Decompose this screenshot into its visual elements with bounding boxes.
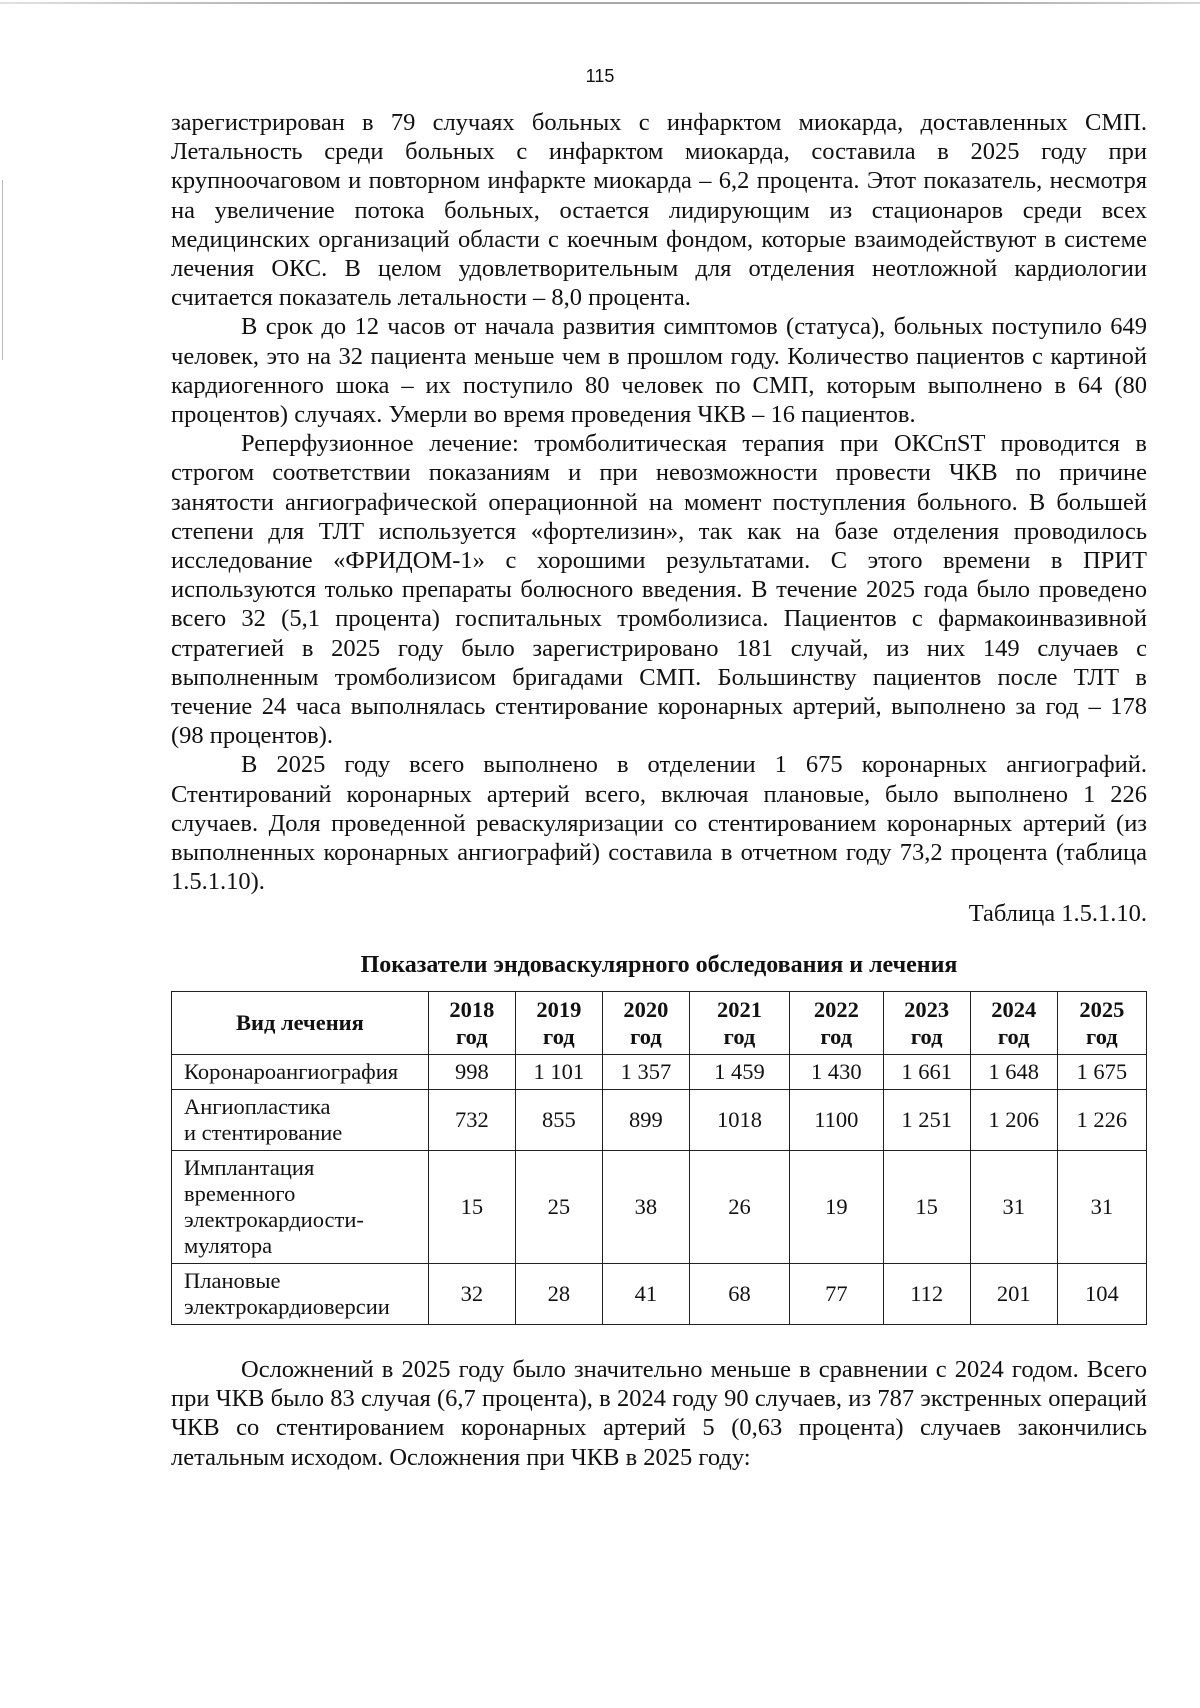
table-row <box>172 1150 1147 1263</box>
header-year: 2018 год <box>428 991 515 1054</box>
table-cell: 1 430 <box>790 1054 884 1089</box>
row-label: Плановые электрокардиоверсии <box>172 1263 429 1324</box>
table-cell: 104 <box>1057 1263 1146 1324</box>
paragraph-2: В срок до 12 часов от начала развития симптомов (статуса), больных поступило 649 человек, это на 32 пациента меньше чем в прошлом году. Количество пациентов с картиной кардиогенного шока – их поступило 80 человек по СМП, которым выполнено в 64 (80 процентов) случаях. Умерли во время проведения ЧКВ – 16 пациентов. <box>171 313 1147 429</box>
table-cell: 112 <box>883 1263 970 1324</box>
page-number: 115 <box>585 66 615 86</box>
table-cell: 998 <box>428 1054 515 1089</box>
header-year: 2019 год <box>515 991 602 1054</box>
table-row <box>172 1089 1147 1150</box>
row-label: Имплантация временного электрокардиости- мулятора <box>172 1150 429 1263</box>
table-cell: 26 <box>689 1150 789 1263</box>
table-cell: 1 251 <box>883 1089 970 1150</box>
header-year: 2024 год <box>970 991 1057 1054</box>
table-cell: 32 <box>428 1263 515 1324</box>
table-cell: 1 101 <box>515 1054 602 1089</box>
table-cell: 1100 <box>790 1089 884 1150</box>
table-cell: 68 <box>689 1263 789 1324</box>
table-row <box>172 1263 1147 1324</box>
table-cell: 1 459 <box>689 1054 789 1089</box>
scan-margin-mark <box>2 180 3 360</box>
table-cell: 31 <box>1057 1150 1146 1263</box>
table-cell: 77 <box>790 1263 884 1324</box>
row-label: Коронароангиография <box>172 1054 429 1089</box>
header-year: 2020 год <box>602 991 689 1054</box>
table-cell: 25 <box>515 1150 602 1263</box>
table-header-row <box>172 991 1147 1054</box>
table-cell: 41 <box>602 1263 689 1324</box>
table-cell: 899 <box>602 1089 689 1150</box>
table-cell: 38 <box>602 1150 689 1263</box>
table-cell: 28 <box>515 1263 602 1324</box>
paragraph-3: Реперфузионное лечение: тромболитическая терапия при ОКСпST проводится в строгом соответствии показаниям и при невозможности провести ЧКВ по причине занятости ангиографической операционной на момент поступления больного. В большей степени для ТЛТ используется «фортелизин», так как на базе отделения проводилось исследование «ФРИДОМ-1» с хорошими результатами. С этого времени в ПРИТ используются только препараты болюсного введения. В течение 2025 года было проведено всего 32 (5,1 процента) госпитальных тромболизиса. Пациентов с фармакоинвазивной стратегией в 2025 году было зарегистрировано 181 случай, из них 149 случаев с выполненным тромболизисом бригадами СМП. Большинству пациентов после ТЛТ в течение 24 часа выполнялась стентирование коронарных артерий, выполнено за год – 178 (98 процентов). <box>171 430 1147 750</box>
table-cell: 201 <box>970 1263 1057 1324</box>
table-cell: 15 <box>883 1150 970 1263</box>
table-reference: Таблица 1.5.1.10. <box>968 900 1147 928</box>
scan-edge-line <box>0 2 1200 4</box>
paragraph-1: зарегистрирован в 79 случаях больных с инфарктом миокарда, доставленных СМП. Летальность среди больных с инфарктом миокарда, составила в 2025 году при крупноочаговом и повторном инфаркте миокарда – 6,2 процента. Этот показатель, несмотря на увеличение потока больных, остается лидирующим из стационаров среди всех медицинских организаций области с коечным фондом, которые взаимодействуют в системе лечения ОКС. В целом удовлетворительным для отделения неотложной кардиологии считается показатель летальности – 8,0 процента. <box>171 109 1147 312</box>
table-cell: 1 648 <box>970 1054 1057 1089</box>
table-cell: 732 <box>428 1089 515 1150</box>
table-cell: 1 206 <box>970 1089 1057 1150</box>
header-treatment-type: Вид лечения <box>172 991 429 1054</box>
table-title: Показатели эндоваскулярного обследования и лечения <box>360 951 958 978</box>
header-year: 2022 год <box>790 991 884 1054</box>
table-cell: 1 661 <box>883 1054 970 1089</box>
header-year: 2025 год <box>1057 991 1146 1054</box>
table-row <box>172 1054 1147 1089</box>
table-cell: 1 357 <box>602 1054 689 1089</box>
header-year: 2023 год <box>883 991 970 1054</box>
endovascular-table <box>171 991 1147 1325</box>
paragraph-4: В 2025 году всего выполнено в отделении 1 675 коронарных ангиографий. Стентирований коронарных артерий всего, включая плановые, было выполнено 1 226 случаев. Доля проведенной реваскуляризации со стентированием коронарных артерий (из выполненных коронарных ангиографий) составила в отчетном году 73,2 процента (таблица 1.5.1.10). <box>171 751 1147 896</box>
header-year: 2021 год <box>689 991 789 1054</box>
table-cell: 855 <box>515 1089 602 1150</box>
table-cell: 19 <box>790 1150 884 1263</box>
table-cell: 1 226 <box>1057 1089 1146 1150</box>
row-label: Ангиопластика и стентирование <box>172 1089 429 1150</box>
document-body <box>171 108 1147 1472</box>
table-cell: 15 <box>428 1150 515 1263</box>
table-cell: 1018 <box>689 1089 789 1150</box>
paragraph-after-table: Осложнений в 2025 году было значительно меньше в сравнении с 2024 годом. Всего при ЧКВ было 83 случая (6,7 процента), в 2024 году 90 случаев, из 787 экстренных операций ЧКВ со стентированием коронарных артерий 5 (0,63 процента) случаев закончились летальным исходом. Осложнения при ЧКВ в 2025 году: <box>171 1355 1147 1471</box>
table-cell: 1 675 <box>1057 1054 1146 1089</box>
table-cell: 31 <box>970 1150 1057 1263</box>
